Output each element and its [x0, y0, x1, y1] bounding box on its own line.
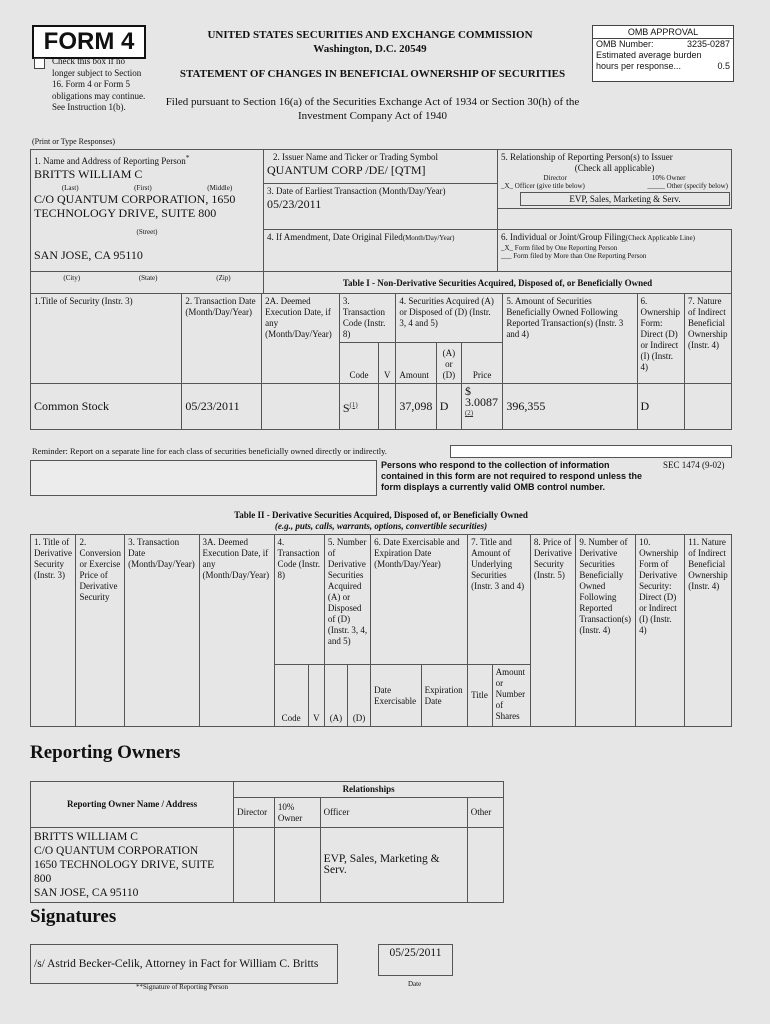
- t1-col-owned: 5. Amount of Securities Beneficially Owned Following Reported Transaction(s) (Instr. 3 and 4): [503, 294, 637, 384]
- t2-col-form: 10. Ownership Form of Derivative Security: Direct (D) or Indirect (I) (Instr. 4): [636, 535, 685, 727]
- row-nature: [684, 384, 731, 430]
- print-note: (Print or Type Responses): [32, 137, 116, 146]
- t2-col-number: 5. Number of Derivative Securities Acquired (A) or Disposed of (D) (Instr. 3, 4, and 5): [324, 535, 370, 665]
- box6-label-small: (Check Applicable Line): [625, 234, 695, 242]
- t1-col-code: 3. Transaction Code (Instr. 8): [339, 294, 396, 343]
- other-header: Other: [467, 798, 503, 828]
- t2-sub-v: V: [308, 665, 324, 727]
- amendment-box: [263, 229, 498, 272]
- row-date: 05/23/2011: [182, 384, 262, 430]
- owner-name-header: Reporting Owner Name / Address: [31, 782, 234, 828]
- row-price: $ 3.0087: [464, 384, 498, 409]
- box3-label: 3. Date of Earliest Transaction (Month/Day/Year): [267, 186, 446, 196]
- officer-header: Officer: [320, 798, 467, 828]
- t2-col-price: 2. Conversion or Exercise Price of Derivative Security: [76, 535, 125, 727]
- box2-label: 2. Issuer Name and Ticker or Trading Symbol: [273, 152, 438, 162]
- footnote-1-link[interactable]: (1): [349, 400, 358, 409]
- first-label: (First): [134, 184, 152, 192]
- t1-sub-price: Price: [461, 343, 502, 384]
- zip-label: (Zip): [216, 274, 231, 282]
- owner-line-4: SAN JOSE, CA 95110: [34, 887, 139, 899]
- signature-date: 05/25/2011: [378, 944, 453, 976]
- omb-title: OMB APPROVAL: [593, 26, 733, 39]
- ten-pct-option: 10% Owner: [651, 174, 686, 182]
- checkbox-note: Check this box if no longer subject to Section 16. Form 4 or Form 5 obligations may continue. See Instruction 1(b).: [52, 56, 146, 112]
- director-header: Director: [234, 798, 275, 828]
- t1-sub-code: Code: [339, 343, 378, 384]
- table1: [30, 293, 732, 430]
- owner-line-3: 1650 TECHNOLOGY DRIVE, SUITE 800: [34, 859, 215, 885]
- form-title: FORM 4: [32, 25, 146, 59]
- t2-sub-a: (A): [324, 665, 347, 727]
- omb-hours-label: hours per response...: [596, 61, 682, 71]
- reporting-person-name: BRITTS WILLIAM C: [34, 167, 143, 181]
- t2-col-derivative-price: 8. Price of Derivative Security (Instr. 5): [530, 535, 575, 727]
- reporting-owners-table: [30, 781, 504, 903]
- earliest-transaction-box: [263, 183, 498, 230]
- omb-approval-box: [592, 25, 734, 82]
- issuer-value: QUANTUM CORP /DE/ [QTM]: [267, 163, 426, 177]
- issuer-box: [263, 149, 498, 184]
- state-label: (State): [138, 274, 158, 282]
- table-row: [31, 384, 732, 430]
- signature-label: Signature of Reporting Person: [143, 983, 228, 991]
- director-option: Director: [543, 174, 567, 182]
- omb-hours-value: 0.5: [717, 61, 730, 71]
- t2-col-owned: 9. Number of Derivative Securities Beneficially Owned Following Reported Transaction(s) (Instr. 4): [576, 535, 636, 727]
- filing-option-2: ___ Form filed by More than One Reporting Person: [501, 252, 647, 260]
- t2-col-nature: 11. Nature of Indirect Beneficial Ownership (Instr. 4): [685, 535, 732, 727]
- filing-option-1: _X_ Form filed by One Reporting Person: [501, 244, 618, 252]
- owner-officer-value: EVP, Sales, Marketing & Serv.: [320, 828, 467, 903]
- address-line-2: TECHNOLOGY DRIVE, SUITE 800: [34, 206, 217, 220]
- t1-col-date: 2. Transaction Date (Month/Day/Year): [182, 294, 262, 384]
- reporting-owners-heading: Reporting Owners: [30, 742, 181, 763]
- t1-col-securities: 4. Securities Acquired (A) or Disposed of (D) (Instr. 3, 4 and 5): [396, 294, 503, 343]
- owner-address-cell: [31, 828, 234, 903]
- owner-line-1: BRITTS WILLIAM C: [34, 831, 138, 843]
- t1-col-nature: 7. Nature of Indirect Beneficial Ownership (Instr. 4): [684, 294, 731, 384]
- footnote-2-link[interactable]: (2): [464, 409, 474, 417]
- owner-other-cell: [467, 828, 503, 903]
- agency-line-1: UNITED STATES SECURITIES AND EXCHANGE COMMISSION: [207, 29, 533, 41]
- t2-col-title: 1. Title of Derivative Security (Instr. 3): [31, 535, 76, 727]
- reminder-blank: [450, 445, 732, 458]
- t1-col-title: 1.Title of Security (Instr. 3): [31, 294, 182, 384]
- box4-label: 4. If Amendment, Date Original Filed: [267, 232, 403, 242]
- t1-sub-amount: Amount: [396, 343, 436, 384]
- omb-burden-label: Estimated average burden: [596, 50, 702, 60]
- signature-label-mark: **: [136, 983, 143, 991]
- relationships-header: Relationships: [234, 782, 504, 798]
- address-line-1: C/O QUANTUM CORPORATION, 1650: [34, 192, 236, 206]
- table2-title-block: [30, 510, 732, 532]
- no-longer-subject-checkbox[interactable]: [34, 58, 45, 69]
- street-label: (Street): [136, 228, 158, 236]
- row-code: S: [342, 400, 350, 415]
- statement-title: STATEMENT OF CHANGES IN BENEFICIAL OWNERSHIP OF SECURITIES: [179, 68, 566, 80]
- box5-sub: (Check all applicable): [574, 163, 655, 173]
- middle-label: (Middle): [207, 184, 233, 192]
- owner-line-2: C/O QUANTUM CORPORATION: [34, 845, 199, 857]
- signature-value: /s/ Astrid Becker-Celik, Attorney in Fact for William C. Britts: [30, 944, 338, 984]
- row-v: [379, 384, 396, 430]
- table2-title: Table II - Derivative Securities Acquired, Disposed of, or Beneficially Owned: [234, 510, 528, 520]
- owner-director-cell: [234, 828, 275, 903]
- date-label: Date: [408, 980, 422, 988]
- city-state-zip-labels: [30, 271, 264, 294]
- t2-sub-code: Code: [274, 665, 308, 727]
- t1-sub-aord: (A) or (D): [436, 343, 461, 384]
- table-row: [31, 828, 504, 903]
- table2-subtitle: (e.g., puts, calls, warrants, options, convertible securities): [274, 521, 488, 531]
- box1-label-mark: *: [185, 153, 190, 162]
- sec-code: SEC 1474 (9-02): [663, 460, 725, 470]
- row-deemed: [262, 384, 340, 430]
- ten-pct-header: 10% Owner: [274, 798, 320, 828]
- omb-number-value: 3235-0287: [686, 39, 730, 49]
- t2-sub-exp: Expiration Date: [421, 665, 468, 727]
- row-title: Common Stock: [31, 384, 182, 430]
- other-option: _____ Other (specify below): [647, 182, 728, 190]
- owner-ten-pct-cell: [274, 828, 320, 903]
- t2-col-deemed: 3A. Deemed Execution Date, if any (Month/Day/Year): [199, 535, 274, 727]
- row-amount: 37,098: [396, 384, 436, 430]
- t1-col-deemed: 2A. Deemed Execution Date, if any (Month/Day/Year): [262, 294, 340, 384]
- row-owned: 396,355: [503, 384, 637, 430]
- signatures-heading: Signatures: [30, 906, 117, 927]
- box6-label: 6. Individual or Joint/Group Filing: [501, 232, 626, 242]
- reminder-text: Reminder: Report on a separate line for each class of securities beneficially owned directly or indirectly.: [32, 446, 387, 456]
- row-aord: D: [436, 384, 461, 430]
- table2: [30, 534, 732, 727]
- agency-line-2: Washington, D.C. 20549: [313, 43, 427, 55]
- table1-title: Table I - Non-Derivative Securities Acquired, Disposed of, or Beneficially Owned: [263, 271, 732, 294]
- t2-col-code: 4. Transaction Code (Instr. 8): [274, 535, 324, 665]
- t2-sub-d: (D): [348, 665, 371, 727]
- last-label: (Last): [61, 184, 79, 192]
- box1-label: 1. Name and Address of Reporting Person: [34, 156, 186, 166]
- t2-sub-amount: Amount or Number of Shares: [492, 665, 530, 727]
- persons-notice: Persons who respond to the collection of information contained in this form are not required to respond unless the form displays a currently valid OMB control number.: [381, 460, 643, 492]
- t2-sub-title: Title: [468, 665, 493, 727]
- box4-label-small: (Month/Day/Year): [402, 234, 455, 242]
- row-form: D: [637, 384, 684, 430]
- officer-title: EVP, Sales, Marketing & Serv.: [520, 192, 730, 206]
- t2-col-underlying: 7. Title and Amount of Underlying Securities (Instr. 3 and 4): [468, 535, 531, 665]
- reporting-person-box: [30, 149, 264, 272]
- city-line: SAN JOSE, CA 95110: [34, 248, 143, 262]
- officer-option: _X_ Officer (give title below): [501, 182, 585, 190]
- t2-col-exercisable: 6. Date Exercisable and Expiration Date (Month/Day/Year): [371, 535, 468, 665]
- t1-col-form: 6. Ownership Form: Direct (D) or Indirect (I) (Instr. 4): [637, 294, 684, 384]
- agency-heading: [150, 28, 590, 56]
- t2-sub-date-ex: Date Exercisable: [371, 665, 422, 727]
- t2-col-date: 3. Transaction Date (Month/Day/Year): [125, 535, 199, 727]
- filed-pursuant: Filed pursuant to Section 16(a) of the Securities Exchange Act of 1934 or Section 30(h) of the Investment Company Act of 1940: [165, 96, 580, 122]
- city-label: (City): [63, 274, 81, 282]
- notice-blank: [30, 460, 377, 496]
- box5-label: 5. Relationship of Reporting Person(s) to Issuer: [501, 152, 673, 162]
- filing-type-box: [497, 229, 732, 272]
- earliest-transaction-date: 05/23/2011: [267, 197, 322, 211]
- t1-sub-v: V: [379, 343, 396, 384]
- omb-number-label: OMB Number:: [596, 39, 654, 49]
